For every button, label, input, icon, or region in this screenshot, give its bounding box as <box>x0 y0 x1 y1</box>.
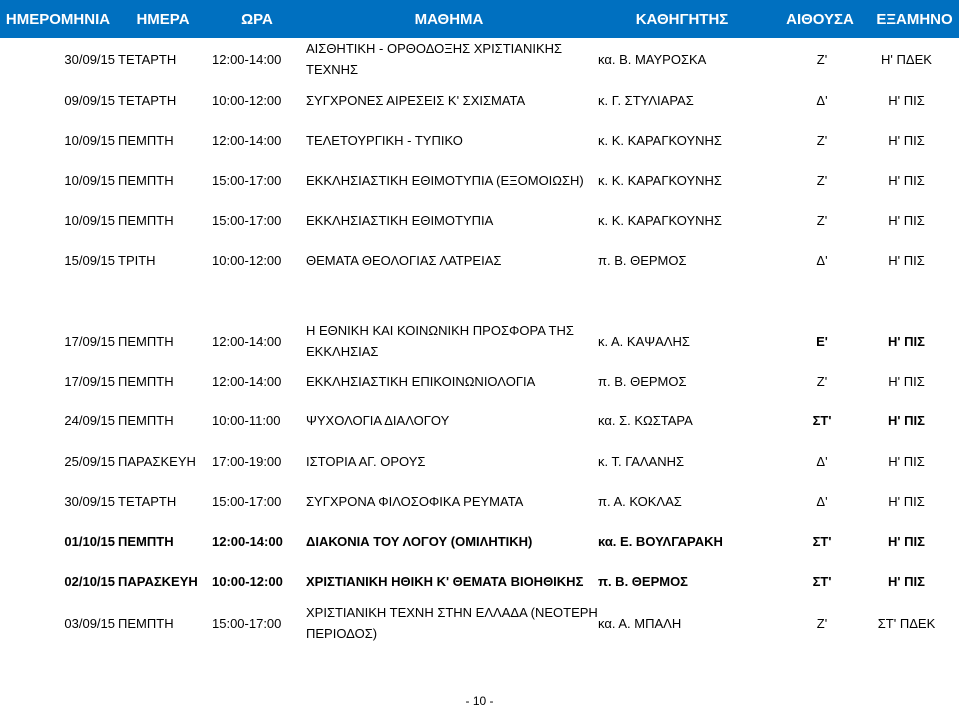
table-row <box>0 38 959 80</box>
table-row <box>0 481 959 521</box>
time-cell: 15:00-17:00 <box>212 493 282 509</box>
time-cell: 17:00-19:00 <box>212 453 282 469</box>
semester-cell: Η' ΠΙΣ <box>888 132 925 148</box>
day-cell: ΤΡΙΤΗ <box>118 253 156 268</box>
date-cell: 09/09/15 <box>64 92 115 108</box>
time-cell: 10:00-11:00 <box>212 413 281 428</box>
room-cell: ΣΤ' <box>812 413 832 428</box>
blank-row <box>0 281 959 320</box>
semester-cell: Η' ΠΙΣ <box>888 333 925 349</box>
subject-cell: ΔΙΑΚΟΝΙΑ ΤΟΥ ΛΟΓΟΥ (ΟΜΙΛΗΤΙΚΗ) <box>306 533 533 549</box>
table-row <box>0 240 959 281</box>
day-cell: ΠΕΜΠΤΗ <box>118 333 174 349</box>
day-cell: ΠΕΜΠΤΗ <box>118 373 174 389</box>
subject-cell: ΕΚΚΛΗΣΙΑΣΤΙΚΗ ΕΠΙΚΟΙΝΩΝΙΟΛΟΓΙΑ <box>306 373 536 389</box>
header-subject: ΜΑΘΗΜΑ <box>304 0 594 38</box>
room-cell: Ζ' <box>816 51 828 67</box>
semester-cell: Η' ΠΙΣ <box>888 493 925 509</box>
table-row <box>0 561 959 602</box>
table-row <box>0 441 959 481</box>
teacher-cell: κα. Σ. ΚΩΣΤΑΡΑ <box>598 413 693 428</box>
blank-spacer <box>0 281 959 320</box>
semester-cell: Η' ΠΔΕΚ <box>881 51 932 67</box>
semester-cell: Η' ΠΙΣ <box>888 212 925 228</box>
date-cell: 24/09/15 <box>64 413 115 428</box>
teacher-cell: κ. Κ. ΚΑΡΑΓΚΟΥΝΗΣ <box>598 212 722 228</box>
teacher-cell: π. Β. ΘΕΡΜΟΣ <box>598 574 688 589</box>
room-cell: Ζ' <box>816 132 828 148</box>
subject-cell: ΧΡΙΣΤΙΑΝΙΚΗ ΗΘΙΚΗ Κ' ΘΕΜΑΤΑ ΒΙΟΗΘΙΚΗΣ <box>306 574 584 589</box>
subject-cell: ΣΥΓΧΡΟΝΑ ΦΙΛΟΣΟΦΙΚΑ ΡΕΥΜΑΤΑ <box>306 493 524 509</box>
semester-cell: Η' ΠΙΣ <box>888 574 925 589</box>
semester-cell: Η' ΠΙΣ <box>888 453 925 469</box>
table-row <box>0 80 959 120</box>
teacher-cell: π. Β. ΘΕΡΜΟΣ <box>598 373 687 389</box>
date-cell: 10/09/15 <box>64 212 115 228</box>
time-cell: 12:00-14:00 <box>212 51 282 67</box>
semester-cell: Η' ΠΙΣ <box>888 533 925 549</box>
date-cell: 17/09/15 <box>64 373 115 389</box>
room-cell: Ζ' <box>816 212 828 228</box>
table-row <box>0 602 959 644</box>
date-cell: 30/09/15 <box>64 51 115 67</box>
day-cell: ΤΕΤΑΡΤΗ <box>118 51 177 67</box>
subject-cell: ΘΕΜΑΤΑ ΘΕΟΛΟΓΙΑΣ ΛΑΤΡΕΙΑΣ <box>306 253 502 268</box>
time-cell: 10:00-12:00 <box>212 574 283 589</box>
day-cell: ΠΕΜΠΤΗ <box>118 615 174 631</box>
semester-cell: Η' ΠΙΣ <box>888 413 925 428</box>
day-cell: ΤΕΤΑΡΤΗ <box>118 92 177 108</box>
day-cell: ΠΕΜΠΤΗ <box>118 212 174 228</box>
subject-cell: ΤΕΛΕΤΟΥΡΓΙΚΗ - ΤΥΠΙΚΟ <box>306 132 463 148</box>
room-cell: Δ' <box>816 92 828 108</box>
date-cell: 03/09/15 <box>64 615 115 631</box>
time-cell: 10:00-12:00 <box>212 253 282 268</box>
teacher-cell: π. Β. ΘΕΡΜΟΣ <box>598 253 687 268</box>
time-cell: 15:00-17:00 <box>212 172 282 188</box>
date-cell: 10/09/15 <box>64 132 115 148</box>
date-cell: 17/09/15 <box>64 333 115 349</box>
teacher-cell: κ. Κ. ΚΑΡΑΓΚΟΥΝΗΣ <box>598 132 722 148</box>
semester-cell: Η' ΠΙΣ <box>888 92 925 108</box>
room-cell: Ζ' <box>816 615 828 631</box>
room-cell: Ζ' <box>816 172 828 188</box>
header-semester: ΕΞΑΜΗΝΟ <box>870 0 959 38</box>
subject-cell: ΕΚΚΛΗΣΙΑΣΤΙΚΗ ΕΘΙΜΟΤΥΠΙΑ <box>306 212 494 228</box>
room-cell: ΣΤ' <box>812 533 832 549</box>
header-room: ΑΙΘΟΥΣΑ <box>770 0 870 38</box>
table-row <box>0 521 959 561</box>
time-cell: 12:00-14:00 <box>212 333 282 349</box>
day-cell: ΠΕΜΠΤΗ <box>118 533 174 549</box>
date-cell: 10/09/15 <box>64 172 115 188</box>
day-cell: ΠΑΡΑΣΚΕΥΗ <box>118 453 196 469</box>
subject-cell: ΨΥΧΟΛΟΓΙΑ ΔΙΑΛΟΓΟΥ <box>306 413 450 428</box>
header-day: ΗΜΕΡΑ <box>116 0 210 38</box>
date-cell: 01/10/15 <box>64 533 115 549</box>
table-row <box>0 200 959 240</box>
subject-cell: ΕΚΚΛΗΣΙΑΣΤΙΚΗ ΕΘΙΜΟΤΥΠΙΑ (ΕΞΟΜΟΙΩΣΗ) <box>306 172 584 188</box>
time-cell: 15:00-17:00 <box>212 212 282 228</box>
date-cell: 15/09/15 <box>64 253 115 268</box>
day-cell: ΤΕΤΑΡΤΗ <box>118 493 177 509</box>
header-teacher: ΚΑΘΗΓΗΤΗΣ <box>594 0 770 38</box>
day-cell: ΠΕΜΠΤΗ <box>118 413 174 428</box>
room-cell: Δ' <box>816 493 828 509</box>
time-cell: 12:00-14:00 <box>212 373 282 389</box>
room-cell: ΣΤ' <box>812 574 832 589</box>
teacher-cell: κα. Β. ΜΑΥΡΟΣΚΑ <box>598 51 707 67</box>
subject-cell: ΧΡΙΣΤΙΑΝΙΚΗ ΤΕΧΝΗ ΣΤΗΝ ΕΛΛΑΔΑ (ΝΕΟΤΕΡΗ ΠΕΡΙΟΔΟΣ) <box>306 605 598 641</box>
semester-cell: Η' ΠΙΣ <box>888 253 925 268</box>
date-cell: 25/09/15 <box>64 453 115 469</box>
room-cell: Δ' <box>816 453 828 469</box>
day-cell: ΠΕΜΠΤΗ <box>118 172 174 188</box>
teacher-cell: κα. Α. ΜΠΑΛΗ <box>598 615 682 631</box>
day-cell: ΠΕΜΠΤΗ <box>118 132 174 148</box>
subject-cell: ΣΥΓΧΡΟΝΕΣ ΑΙΡΕΣΕΙΣ Κ' ΣΧΙΣΜΑΤΑ <box>306 92 526 108</box>
teacher-cell: π. Α. ΚΟΚΛΑΣ <box>598 493 682 509</box>
teacher-cell: κ. Τ. ΓΑΛΑΝΗΣ <box>598 453 685 469</box>
date-cell: 02/10/15 <box>64 574 115 589</box>
time-cell: 12:00-14:00 <box>212 132 282 148</box>
table-row <box>0 362 959 400</box>
header-row <box>0 0 959 38</box>
teacher-cell: κ. Κ. ΚΑΡΑΓΚΟΥΝΗΣ <box>598 172 722 188</box>
date-cell: 30/09/15 <box>64 493 115 509</box>
header-time: ΩΡΑ <box>210 0 304 38</box>
semester-cell: Η' ΠΙΣ <box>888 172 925 188</box>
table-row <box>0 400 959 441</box>
time-cell: 10:00-12:00 <box>212 92 282 108</box>
table-row <box>0 160 959 200</box>
time-cell: 15:00-17:00 <box>212 615 282 631</box>
teacher-cell: κα. Ε. ΒΟΥΛΓΑΡΑΚΗ <box>598 533 723 549</box>
teacher-cell: κ. Α. ΚΑΨΑΛΗΣ <box>598 333 690 349</box>
subject-cell: ΑΙΣΘΗΤΙΚΗ - ΟΡΘΟΔΟΞΗΣ ΧΡΙΣΤΙΑΝΙΚΗΣ ΤΕΧΝΗΣ <box>306 41 563 77</box>
room-cell: Ε' <box>816 333 828 349</box>
header-date: ΗΜΕΡΟΜΗΝΙΑ <box>0 0 116 38</box>
semester-cell: ΣΤ' ΠΔΕΚ <box>877 615 936 631</box>
table-row <box>0 320 959 362</box>
room-cell: Ζ' <box>816 373 828 389</box>
page-number: - 10 - <box>465 694 494 708</box>
semester-cell: Η' ΠΙΣ <box>888 373 925 389</box>
day-cell: ΠΑΡΑΣΚΕΥΗ <box>118 574 198 589</box>
room-cell: Δ' <box>816 253 828 268</box>
table-row <box>0 120 959 160</box>
time-cell: 12:00-14:00 <box>212 533 283 549</box>
teacher-cell: κ. Γ. ΣΤΥΛΙΑΡΑΣ <box>598 92 694 108</box>
subject-cell: ΙΣΤΟΡΙΑ ΑΓ. ΟΡΟΥΣ <box>306 453 426 469</box>
subject-cell: Η ΕΘΝΙΚΗ ΚΑΙ ΚΟΙΝΩΝΙΚΗ ΠΡΟΣΦΟΡΑ ΤΗΣ ΕΚΚΛΗΣΙΑΣ <box>306 323 574 359</box>
